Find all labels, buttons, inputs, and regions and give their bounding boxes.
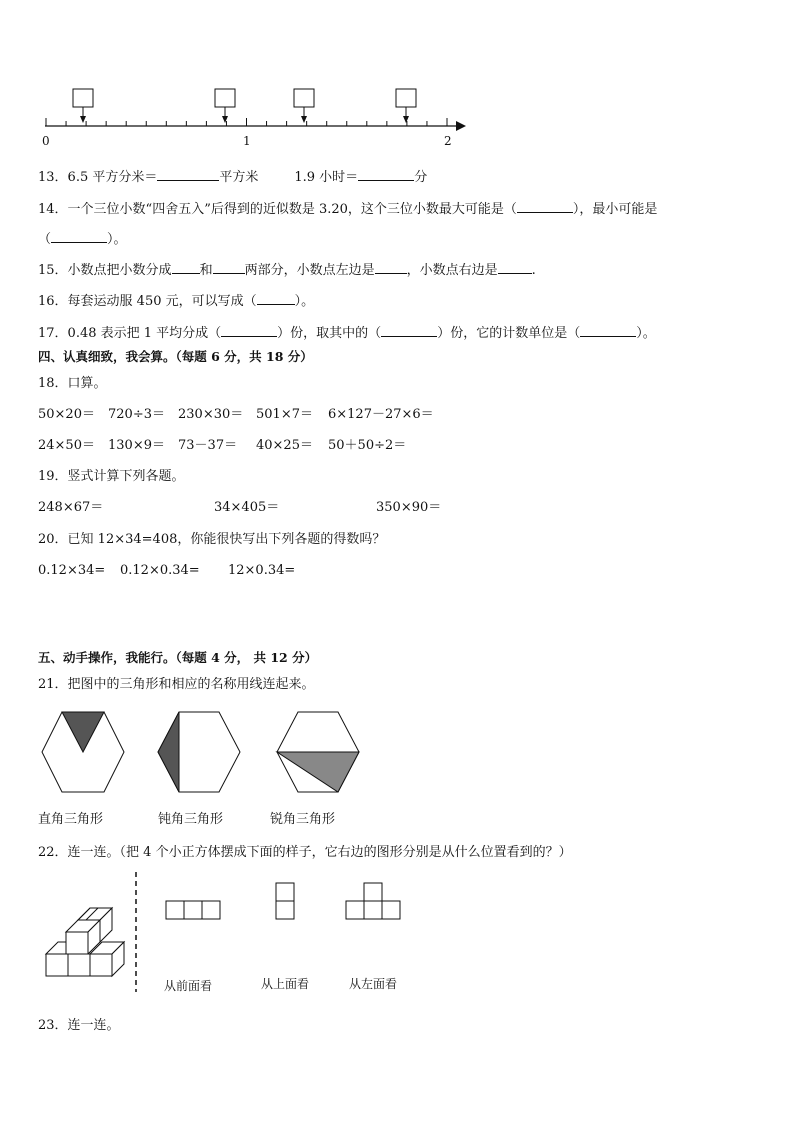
triangle-label-obtuse[interactable]: 钝角三角形 bbox=[158, 812, 224, 827]
question-23-title: 23．连一连。 bbox=[38, 1018, 120, 1033]
calc-item: 50＋50÷2＝ bbox=[328, 438, 407, 453]
answer-blank[interactable] bbox=[257, 290, 295, 305]
question-20-title: 20．已知 12×34=408，你能很快写出下列各题的得数吗？ bbox=[38, 532, 386, 547]
view-label-left[interactable]: 从左面看 bbox=[349, 977, 398, 991]
hexagon-acute-triangle bbox=[277, 712, 359, 792]
triangle-label-acute[interactable]: 锐角三角形 bbox=[270, 812, 336, 827]
question-17: 17．0.48 表示把 1 平均分成（ ）份，取其中的（ ）份，它的计数单位是（ ）。 bbox=[38, 322, 656, 343]
answer-blank[interactable] bbox=[221, 322, 277, 337]
answer-box-3[interactable] bbox=[294, 89, 314, 123]
cube-assembly bbox=[46, 908, 124, 976]
calc-item: 50×20＝ bbox=[38, 407, 95, 422]
answer-blank[interactable] bbox=[517, 198, 573, 213]
calc-item: 350×90＝ bbox=[376, 500, 442, 515]
answer-box-4[interactable] bbox=[396, 89, 416, 123]
question-21-title: 21．把图中的三角形和相应的名称用线连起来。 bbox=[38, 677, 315, 692]
answer-blank[interactable] bbox=[157, 166, 219, 181]
question-18-title: 18．口算。 bbox=[38, 376, 107, 391]
answer-blank[interactable] bbox=[358, 166, 414, 181]
section-4-heading: 四、认真细致，我会算。（每题 6 分，共 18 分） bbox=[38, 349, 313, 364]
calc-item: 34×405＝ bbox=[214, 500, 280, 515]
calc-item: 24×50＝ bbox=[38, 438, 95, 453]
calc-item: 0.12×34= bbox=[38, 563, 106, 578]
view-front-shape bbox=[166, 901, 220, 919]
calc-item: 40×25＝ bbox=[256, 438, 313, 453]
calc-item: 73－37＝ bbox=[178, 438, 238, 453]
number-line-figure bbox=[0, 0, 794, 160]
answer-blank[interactable] bbox=[580, 322, 636, 337]
calc-item: 6×127－27×6＝ bbox=[328, 407, 434, 422]
question-13: 13．6.5 平方分米＝ 平方米 1.9 小时＝ 分 bbox=[38, 166, 427, 187]
hexagons-figure bbox=[0, 706, 794, 806]
hexagon-right-triangle bbox=[42, 712, 124, 792]
tick-label-0: 0 bbox=[42, 134, 50, 148]
question-14-line1: 14．一个三位小数“四舍五入”后得到的近似数是 3.20，这个三位小数最大可能是（ ），最小可能是 bbox=[38, 198, 657, 219]
calc-item: 720÷3＝ bbox=[108, 407, 165, 422]
view-label-top[interactable]: 从上面看 bbox=[261, 977, 310, 991]
calc-item: 130×9＝ bbox=[108, 438, 165, 453]
question-22-title: 22．连一连。（把 4 个小正方体摆成下面的样子，它右边的图形分别是从什么位置看到的？） bbox=[38, 845, 572, 860]
section-5-heading: 五、动手操作，我能行。（每题 4 分， 共 12 分） bbox=[38, 650, 318, 665]
view-top-shape bbox=[276, 883, 294, 919]
calc-item: 501×7＝ bbox=[256, 407, 313, 422]
triangle-label-right[interactable]: 直角三角形 bbox=[38, 812, 104, 827]
calc-item: 230×30＝ bbox=[178, 407, 244, 422]
tick-label-2: 2 bbox=[444, 134, 452, 148]
view-label-front[interactable]: 从前面看 bbox=[164, 979, 213, 993]
question-16: 16．每套运动服 450 元，可以写成（ ）。 bbox=[38, 290, 314, 311]
answer-blank[interactable] bbox=[172, 259, 200, 274]
answer-blank[interactable] bbox=[381, 322, 437, 337]
answer-blank[interactable] bbox=[375, 259, 407, 274]
calc-item: 12×0.34= bbox=[228, 563, 296, 578]
answer-blank[interactable] bbox=[213, 259, 245, 274]
view-left-shape bbox=[346, 883, 400, 919]
answer-box-2[interactable] bbox=[215, 89, 235, 123]
calc-item: 248×67＝ bbox=[38, 500, 104, 515]
calc-item: 0.12×0.34= bbox=[120, 563, 200, 578]
answer-box-1[interactable] bbox=[73, 89, 93, 123]
question-14-line2: （ ）。 bbox=[38, 228, 127, 249]
question-15: 15．小数点把小数分成 和 两部分，小数点左边是 ，小数点右边是 . bbox=[38, 259, 536, 280]
answer-blank[interactable] bbox=[498, 259, 532, 274]
hexagon-obtuse-triangle bbox=[158, 712, 240, 792]
tick-label-1: 1 bbox=[243, 134, 251, 148]
answer-blank[interactable] bbox=[51, 228, 107, 243]
question-19-title: 19．竖式计算下列各题。 bbox=[38, 469, 185, 484]
